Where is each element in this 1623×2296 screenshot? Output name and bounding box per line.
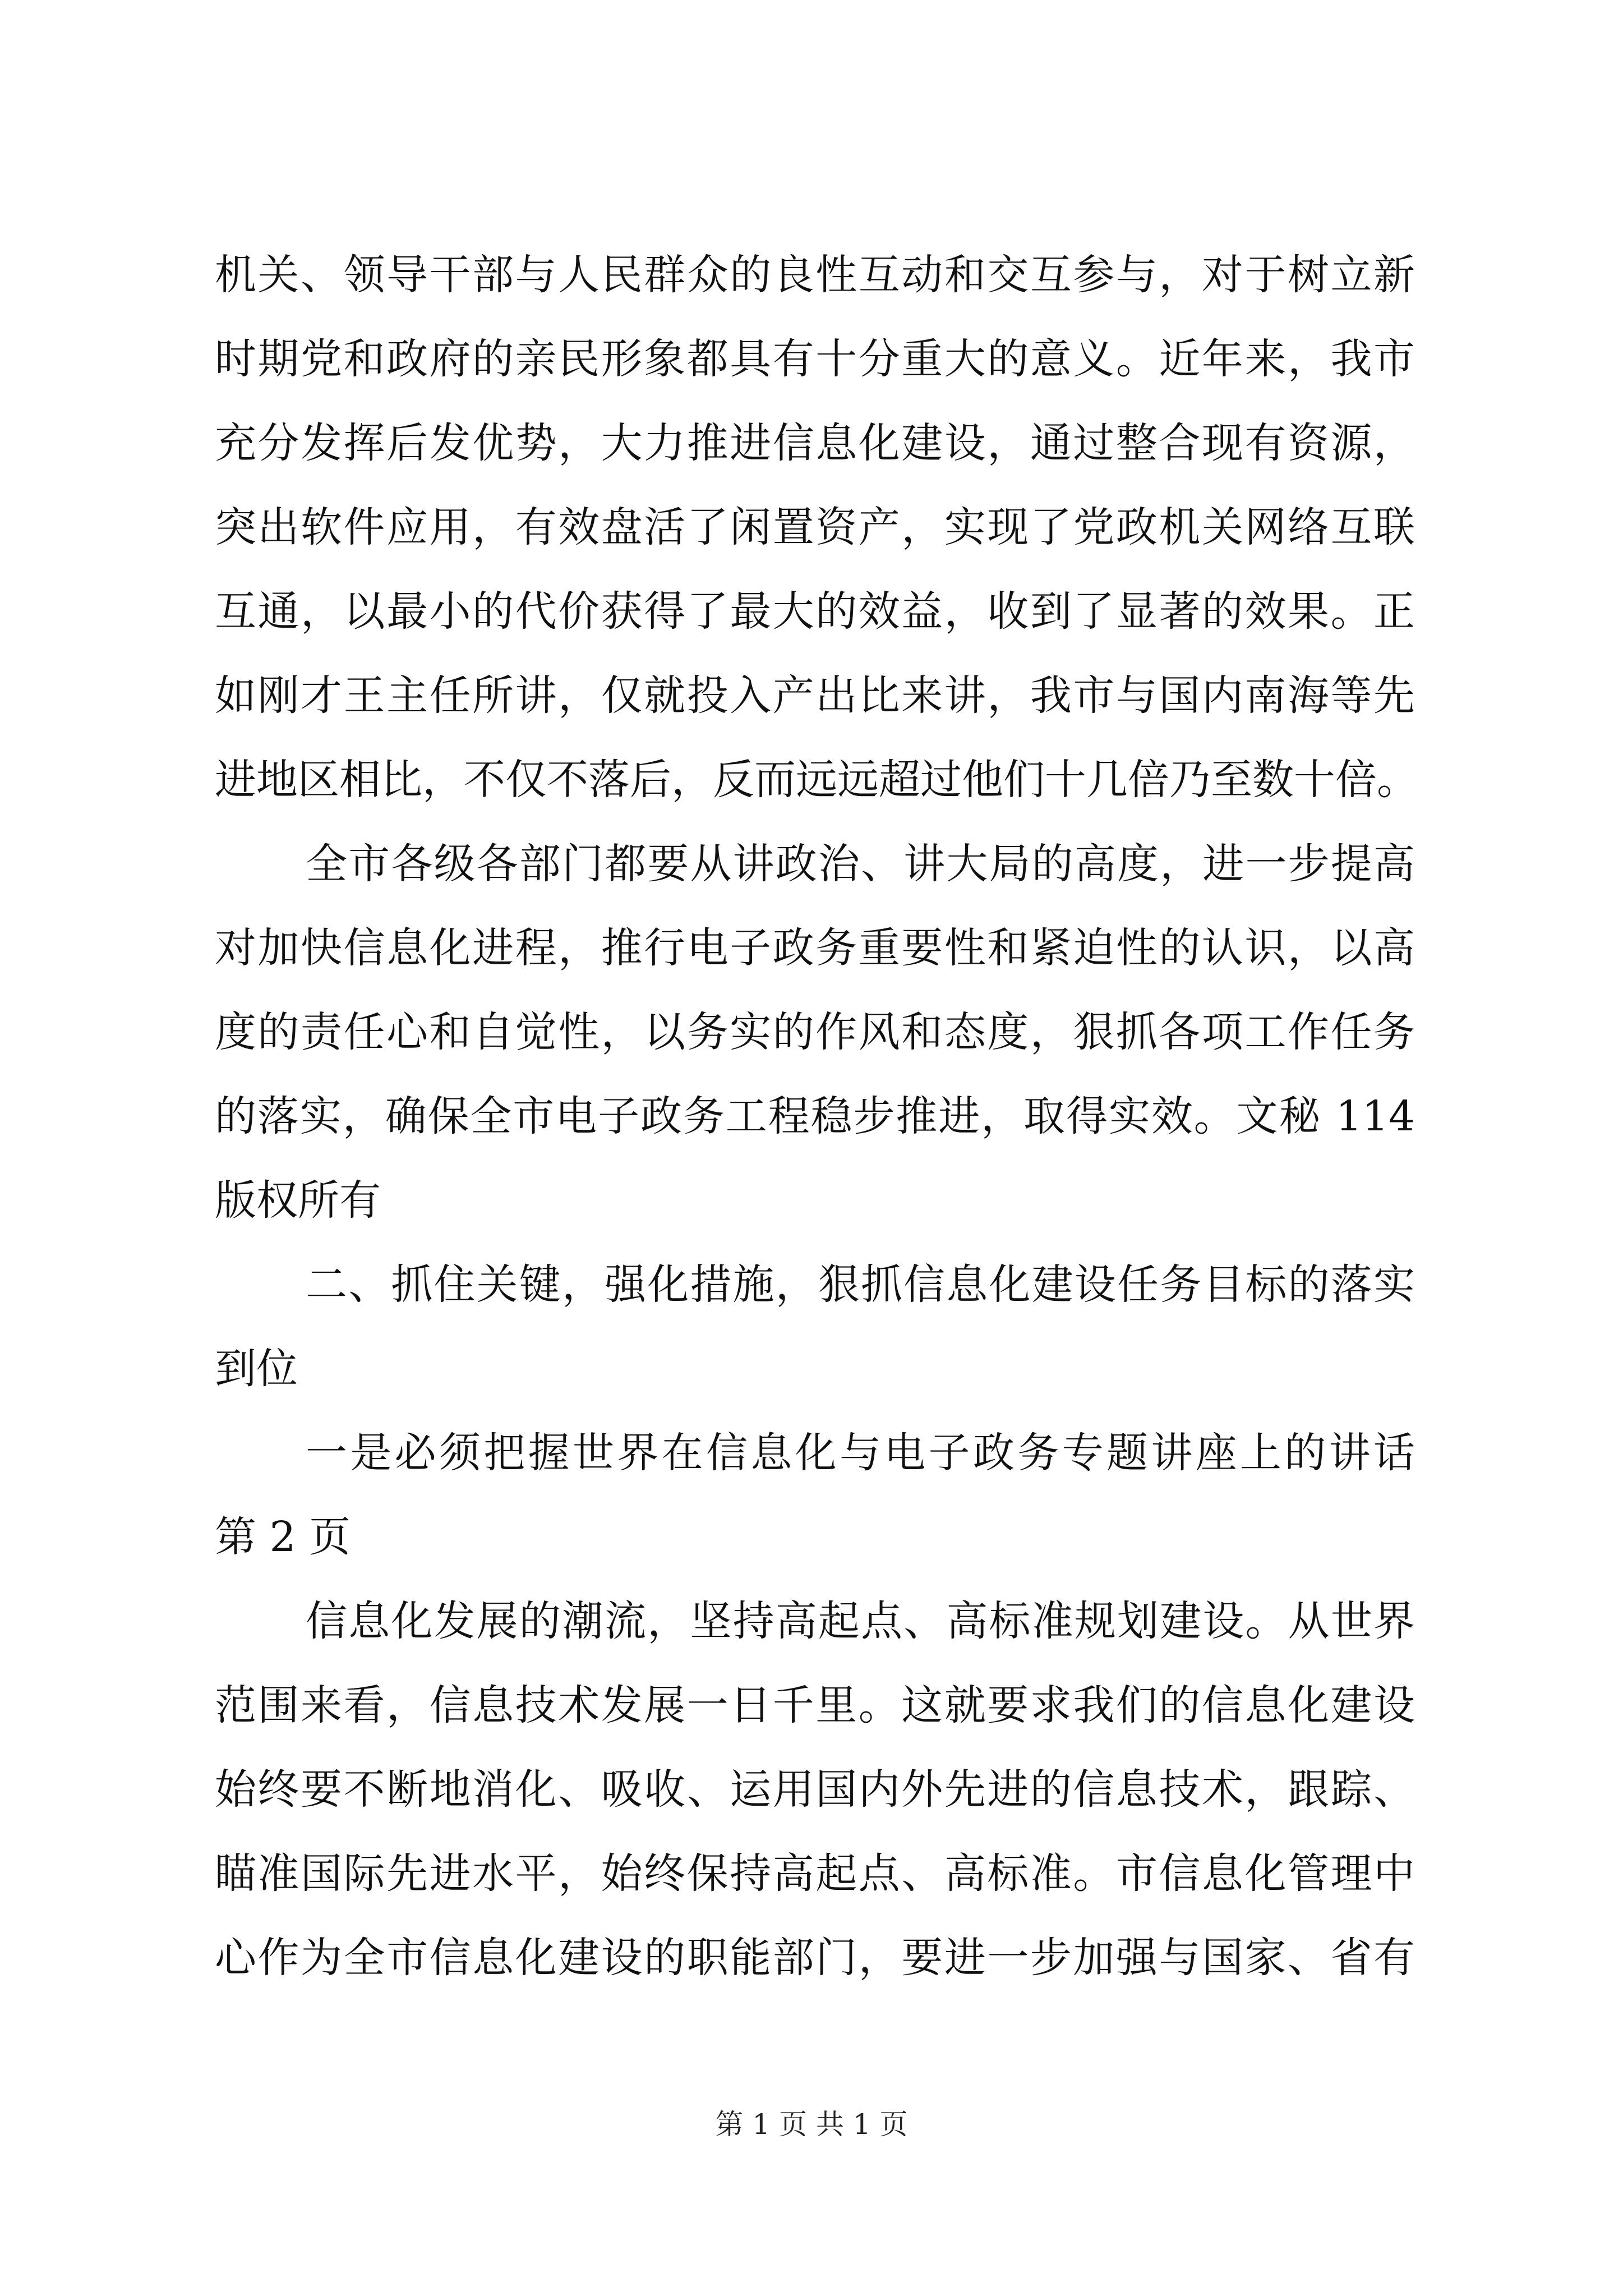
text-line: 充分发挥后发优势，大力推进信息化建设，通过整合现有资源， — [215, 419, 1415, 467]
page-footer: 第 1 页 共 1 页 — [715, 2108, 908, 2141]
text-line: 版权所有 — [215, 1176, 381, 1225]
text-line: 度的责任心和自觉性，以务实的作风和态度，狠抓各项工作任务 — [215, 1008, 1415, 1056]
inline-page-marker: 第 2 页 — [215, 1513, 351, 1561]
text-line: 范围来看，信息技术发展一日千里。这就要求我们的信息化建设 — [215, 1681, 1415, 1729]
paragraph-first-line: 全市各级各部门都要从讲政治、讲大局的高度，进一步提高 — [306, 840, 1415, 888]
text-line: 对加快信息化进程，推行电子政务重要性和紧迫性的认识，以高 — [215, 924, 1415, 972]
text-line: 瞄准国际先进水平，始终保持高起点、高标准。市信息化管理中 — [215, 1849, 1415, 1898]
text-line: 进地区相比，不仅不落后，反而远远超过他们十几倍乃至数十倍。 — [215, 756, 1418, 804]
section-heading-continued: 到位 — [215, 1345, 298, 1393]
text-line: 的落实，确保全市电子政务工程稳步推进，取得实效。文秘 114 — [215, 1092, 1415, 1140]
text-line: 时期党和政府的亲民形象都具有十分重大的意义。近年来，我市 — [215, 335, 1415, 383]
paragraph-first-line: 一是必须把握世界在信息化与电子政务专题讲座上的讲话 — [306, 1429, 1415, 1477]
document-body — [215, 247, 1418, 2014]
section-heading: 二、抓住关键，强化措施，狠抓信息化建设任务目标的落实 — [306, 1260, 1415, 1309]
text-line: 如刚才王主任所讲，仅就投入产出比来讲，我市与国内南海等先 — [215, 671, 1415, 720]
text-line: 始终要不断地消化、吸收、运用国内外先进的信息技术，跟踪、 — [215, 1765, 1415, 1814]
paragraph-first-line: 信息化发展的潮流，坚持高起点、高标准规划建设。从世界 — [306, 1597, 1415, 1645]
text-line: 互通，以最小的代价获得了最大的效益，收到了显著的效果。正 — [215, 587, 1415, 636]
text-line: 心作为全市信息化建设的职能部门，要进一步加强与国家、省有 — [215, 1934, 1415, 1982]
text-line: 机关、领导干部与人民群众的良性互动和交互参与，对于树立新 — [215, 251, 1415, 299]
text-line: 突出软件应用，有效盘活了闲置资产，实现了党政机关网络互联 — [215, 503, 1415, 551]
